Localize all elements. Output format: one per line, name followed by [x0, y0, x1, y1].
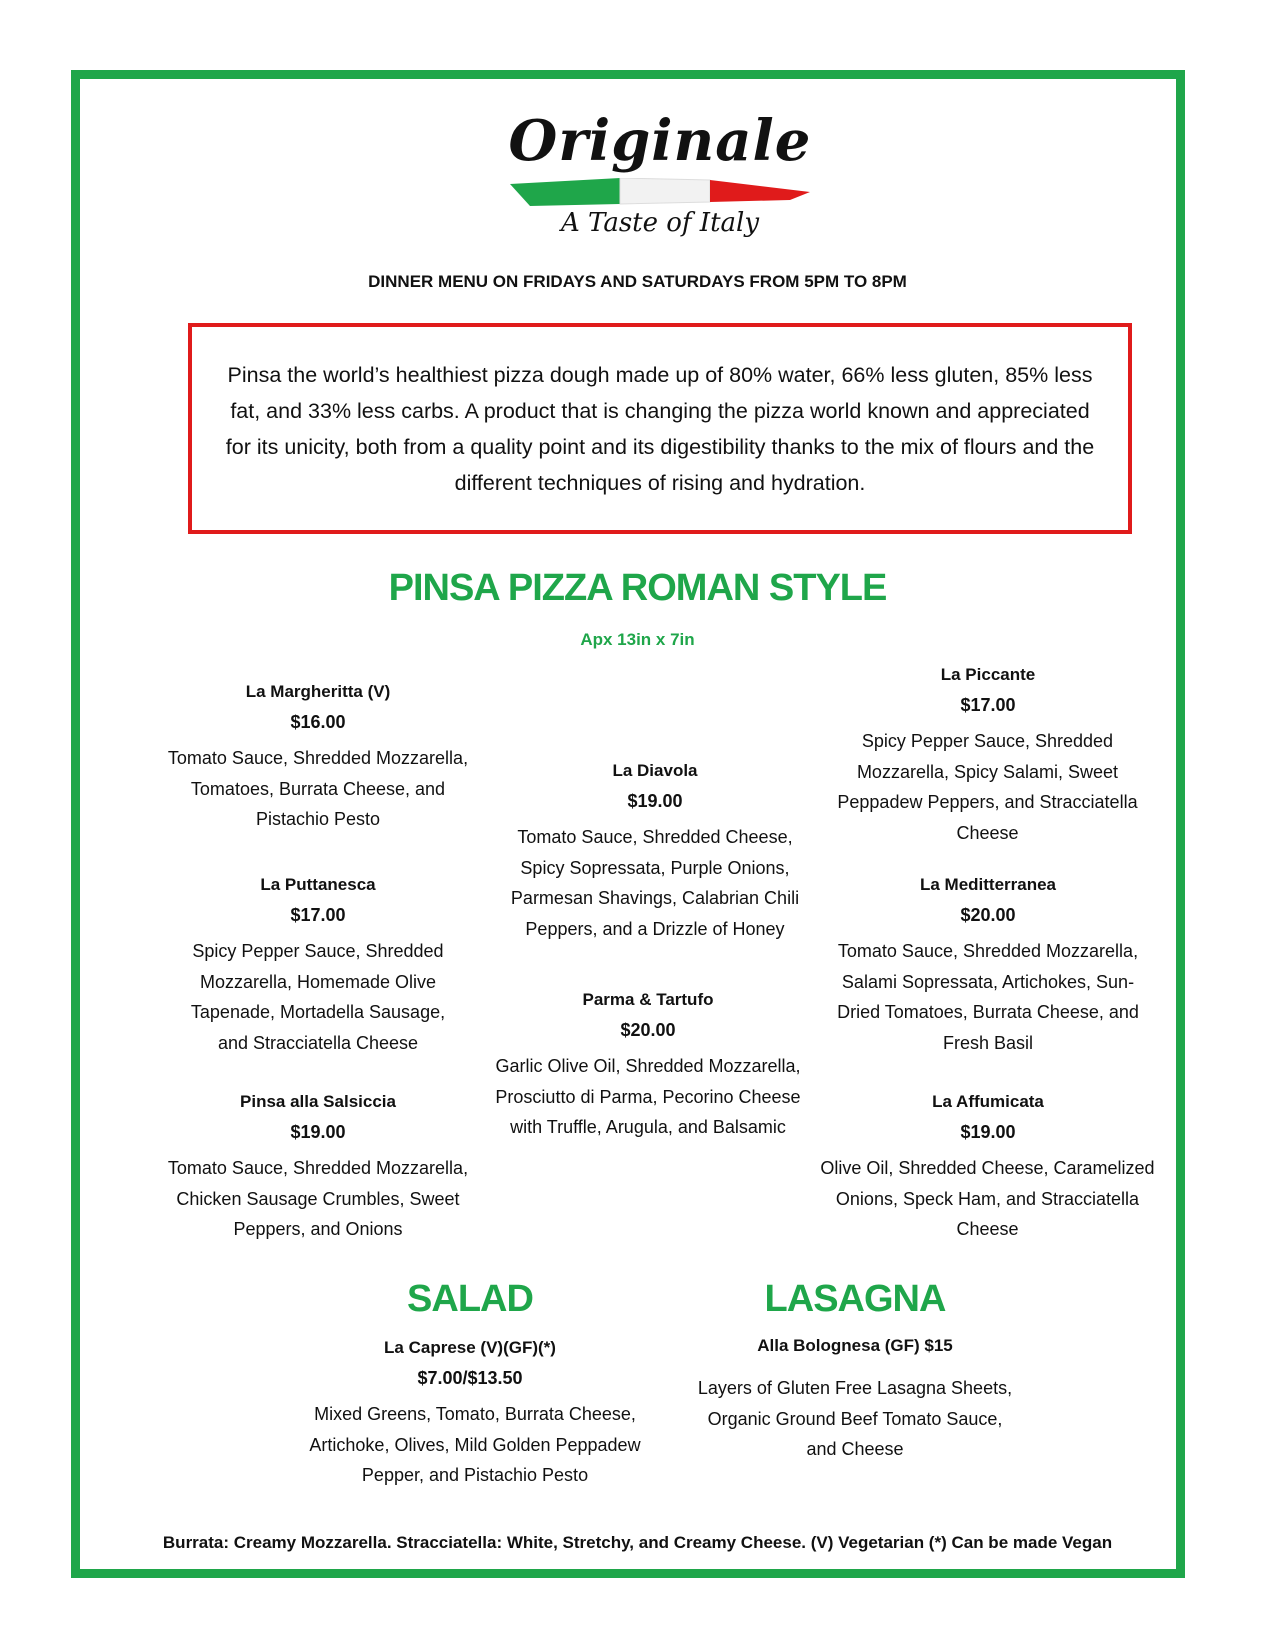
item-price: $17.00 — [960, 695, 1016, 715]
menu-item-diavola — [485, 756, 825, 944]
menu-item-bolognesa — [685, 1331, 1025, 1465]
item-name: Pinsa alla Salsiccia — [240, 1092, 396, 1111]
dinner-schedule: DINNER MENU ON FRIDAYS AND SATURDAYS FROM 5PM TO 8PM — [368, 272, 907, 291]
item-name: La Piccante — [940, 665, 1036, 684]
item-name: La Caprese (V)(GF)(*) — [384, 1338, 556, 1357]
item-name: La Puttanesca — [260, 875, 376, 894]
item-description: Olive Oil, Shredded Cheese, Caramelized Onions, Speck Ham, and Stracciatella Cheese — [820, 1158, 1155, 1239]
item-description: Spicy Pepper Sauce, Shredded Mozzarella, Homemade Olive Tapenade, Mortadella Sausage, and Stracciatella Cheese — [190, 941, 446, 1053]
item-price: $7.00/$13.50 — [417, 1368, 523, 1388]
item-name: Parma & Tartufo — [582, 990, 714, 1009]
item-price: $19.00 — [627, 791, 683, 811]
item-description: Mixed Greens, Tomato, Burrata Cheese, Artichoke, Olives, Mild Golden Peppadew Pepper, and Pistachio Pesto — [309, 1404, 641, 1485]
item-description: Tomato Sauce, Shredded Mozzarella, Salami Sopressata, Artichokes, Sun-Dried Tomatoes, Burrata Cheese, and Fresh Basil — [837, 941, 1139, 1053]
restaurant-logo — [500, 108, 820, 258]
item-name: La Diavola — [612, 761, 698, 780]
item-description: Tomato Sauce, Shredded Mozzarella, Chicken Sausage Crumbles, Sweet Peppers, and Onions — [167, 1158, 469, 1239]
menu-footnote: Burrata: Creamy Mozzarella. Stracciatella: White, Stretchy, and Creamy Cheese. (V) Vegetarian (*) Can be made Vegan — [162, 1533, 1113, 1552]
item-price: $16.00 — [290, 712, 346, 732]
menu-item-meditterranea — [818, 870, 1158, 1058]
menu-item-affumicata — [818, 1087, 1158, 1245]
menu-item-salsiccia — [148, 1087, 488, 1245]
item-name: La Margheritta (V) — [245, 682, 391, 701]
item-description: Spicy Pepper Sauce, Shredded Mozzarella, Spicy Salami, Sweet Peppadew Peppers, and Stracciatella Cheese — [837, 731, 1138, 843]
italian-flag-swoosh-icon — [510, 178, 810, 206]
item-description: Garlic Olive Oil, Shredded Mozzarella, Prosciutto di Parma, Pecorino Cheese with Truffle, Arugula, and Balsamic — [495, 1056, 801, 1137]
salad-section-title: SALAD — [407, 1278, 533, 1320]
item-name: La Affumicata — [932, 1092, 1044, 1111]
menu-item-caprese — [300, 1333, 640, 1491]
menu-item-margheritta — [148, 677, 488, 835]
pinsa-intro-box — [188, 323, 1132, 534]
logo-title: Originale — [508, 108, 812, 174]
item-description: Tomato Sauce, Shredded Mozzarella, Tomatoes, Burrata Cheese, and Pistachio Pesto — [167, 748, 469, 829]
menu-item-parma-tartufo — [478, 985, 818, 1143]
pinsa-size: Apx 13in x 7in — [580, 630, 695, 649]
item-price: $17.00 — [290, 905, 346, 925]
menu-item-puttanesca — [148, 870, 488, 1058]
pinsa-section-title: PINSA PIZZA ROMAN STYLE — [388, 567, 887, 609]
item-name: Alla Bolognesa (GF) $15 — [757, 1336, 953, 1355]
item-price: $19.00 — [290, 1122, 346, 1142]
item-description: Tomato Sauce, Shredded Cheese, Spicy Sopressata, Purple Onions, Parmesan Shavings, Calabrian Chili Peppers, and a Drizzle of Honey — [510, 827, 800, 939]
item-name: La Meditterranea — [919, 875, 1057, 894]
item-price: $19.00 — [960, 1122, 1016, 1142]
item-price: $20.00 — [620, 1020, 676, 1040]
menu-item-piccante — [818, 660, 1158, 848]
item-price: $20.00 — [960, 905, 1016, 925]
item-description: Layers of Gluten Free Lasagna Sheets, Organic Ground Beef Tomato Sauce, and Cheese — [697, 1378, 1013, 1459]
pinsa-intro-text: Pinsa the world’s healthiest pizza dough made up of 80% water, 66% less gluten, 85% less fat, and 33% less carbs. A product that is changing the pizza world known and appreciated for its unicity, both from a quality point and its digestibility thanks to the mix of flours and the different techniques of rising and hydration. — [225, 362, 1095, 495]
lasagna-section-title: LASAGNA — [764, 1278, 946, 1320]
logo-tagline: A Taste of Italy — [560, 208, 760, 238]
